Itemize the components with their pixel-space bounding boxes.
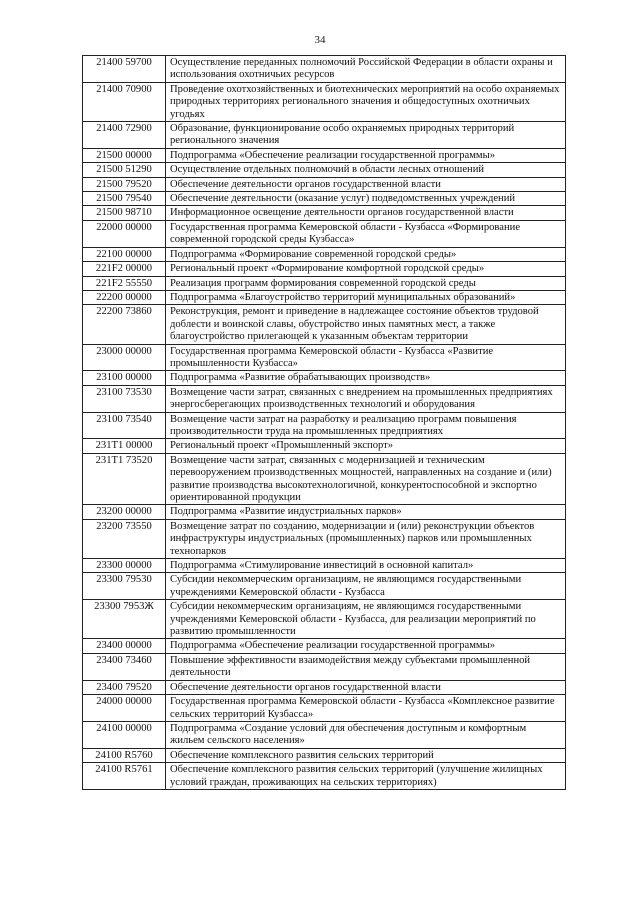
table-row <box>83 192 566 206</box>
target-article-description: Повышение эффективности взаимодействия между субъектами промышленной деятельности <box>166 653 566 680</box>
target-article-description: Региональный проект «Формирование комфортной городской среды» <box>166 262 566 276</box>
target-article-description: Возмещение части затрат, связанных с внедрением на промышленных предприятиях энергосберегающих производственных технологий и оборудования <box>166 385 566 412</box>
target-article-description: Подпрограмма «Стимулирование инвестиций в основной капитал» <box>166 559 566 573</box>
target-article-code: 21500 00000 <box>83 148 166 162</box>
table-row <box>83 122 566 149</box>
target-article-description: Образование, функционирование особо охраняемых природных территорий регионального значения <box>166 122 566 149</box>
table-row <box>83 148 566 162</box>
target-article-code: 23400 00000 <box>83 639 166 653</box>
target-article-code: 22200 73860 <box>83 305 166 344</box>
target-article-code: 23000 00000 <box>83 344 166 371</box>
target-article-description: Подпрограмма «Развитие индустриальных парков» <box>166 505 566 519</box>
target-article-description: Подпрограмма «Благоустройство территорий муниципальных образований» <box>166 290 566 304</box>
page-number: 34 <box>314 34 326 46</box>
table-row <box>83 305 566 344</box>
table-row <box>83 163 566 177</box>
target-article-code: 24100 00000 <box>83 721 166 748</box>
target-article-description: Возмещение затрат по созданию, модернизации и (или) реконструкции объектов инфраструктуры индустриальных (промышленных) парков или промышленных технопарков <box>166 519 566 558</box>
target-article-description: Осуществление переданных полномочий Российской Федерации в области охраны и использования охотничьих ресурсов <box>166 56 566 83</box>
table-row <box>83 600 566 639</box>
target-article-description: Государственная программа Кемеровской области - Кузбасса «Комплексное развитие сельских территорий Кузбасса» <box>166 695 566 722</box>
table-row <box>83 206 566 220</box>
budget-classification-table <box>82 55 566 790</box>
target-article-code: 231T1 00000 <box>83 439 166 453</box>
target-article-description: Обеспечение комплексного развития сельских территорий <box>166 748 566 762</box>
target-article-description: Возмещение части затрат на разработку и реализацию программ повышения производительности труда на промышленных предприятиях <box>166 412 566 439</box>
table-row <box>83 82 566 121</box>
target-article-description: Проведение охотхозяйственных и биотехнических мероприятий на особо охраняемых природных территориях регионального значения и общедоступных охотничьих угодьях <box>166 82 566 121</box>
target-article-description: Возмещение части затрат, связанных с модернизацией и техническим перевооружением производственных мощностей, направленных на создание и (или) развитие производства высокотехнологичной, конкурентоспособной и экспортно ориентированной продукции <box>166 453 566 505</box>
table-row <box>83 247 566 261</box>
target-article-code: 22200 00000 <box>83 290 166 304</box>
target-article-code: 23300 00000 <box>83 559 166 573</box>
table-row <box>83 220 566 247</box>
table-row <box>83 653 566 680</box>
target-article-description: Подпрограмма «Обеспечение реализации государственной программы» <box>166 148 566 162</box>
table-row <box>83 748 566 762</box>
target-article-code: 23200 73550 <box>83 519 166 558</box>
table-row <box>83 721 566 748</box>
table-row <box>83 695 566 722</box>
table-row <box>83 573 566 600</box>
table-row <box>83 519 566 558</box>
target-article-code: 22000 00000 <box>83 220 166 247</box>
target-article-code: 24000 00000 <box>83 695 166 722</box>
table-row <box>83 385 566 412</box>
table-row <box>83 276 566 290</box>
target-article-description: Обеспечение деятельности органов государственной власти <box>166 177 566 191</box>
target-article-code: 24100 R5761 <box>83 763 166 790</box>
table-row <box>83 763 566 790</box>
target-article-code: 23100 73530 <box>83 385 166 412</box>
target-article-description: Обеспечение комплексного развития сельских территорий (улучшение жилищных условий граждан, проживающих на сельских территориях) <box>166 763 566 790</box>
target-article-code: 231T1 73520 <box>83 453 166 505</box>
table-body <box>83 56 566 790</box>
target-article-description: Информационное освещение деятельности органов государственной власти <box>166 206 566 220</box>
table-row <box>83 262 566 276</box>
target-article-description: Государственная программа Кемеровской области - Кузбасса «Формирование современной городской среды Кузбасса» <box>166 220 566 247</box>
table-row <box>83 505 566 519</box>
target-article-description: Подпрограмма «Развитие обрабатывающих производств» <box>166 371 566 385</box>
table-row <box>83 453 566 505</box>
table-row <box>83 56 566 83</box>
target-article-code: 23300 79530 <box>83 573 166 600</box>
target-article-description: Государственная программа Кемеровской области - Кузбасса «Развитие промышленности Кузбасса» <box>166 344 566 371</box>
target-article-description: Обеспечение деятельности (оказание услуг) подведомственных учреждений <box>166 192 566 206</box>
table-row <box>83 290 566 304</box>
target-article-code: 21400 70900 <box>83 82 166 121</box>
target-article-code: 23100 73540 <box>83 412 166 439</box>
table-row <box>83 439 566 453</box>
target-article-code: 23200 00000 <box>83 505 166 519</box>
target-article-code: 21400 59700 <box>83 56 166 83</box>
table-row <box>83 371 566 385</box>
target-article-code: 21500 98710 <box>83 206 166 220</box>
table-row <box>83 344 566 371</box>
target-article-code: 23400 79520 <box>83 680 166 694</box>
target-article-code: 23100 00000 <box>83 371 166 385</box>
target-article-description: Подпрограмма «Создание условий для обеспечения доступным и комфортным жильем сельского населения» <box>166 721 566 748</box>
target-article-code: 21500 51290 <box>83 163 166 177</box>
target-article-code: 24100 R5760 <box>83 748 166 762</box>
table-row <box>83 639 566 653</box>
target-article-code: 221F2 00000 <box>83 262 166 276</box>
target-article-code: 21400 72900 <box>83 122 166 149</box>
target-article-code: 23400 73460 <box>83 653 166 680</box>
target-article-description: Субсидии некоммерческим организациям, не являющимся государственными учреждениями Кемеровской области - Кузбасса, для реализации мероприятий по развитию промышленности <box>166 600 566 639</box>
target-article-description: Реконструкция, ремонт и приведение в надлежащее состояние объектов трудовой доблести и воинской славы, обустройство иных памятных мест, а также благоустройство прилегающей к указанным объектам территории <box>166 305 566 344</box>
target-article-code: 21500 79540 <box>83 192 166 206</box>
table-row <box>83 559 566 573</box>
target-article-description: Подпрограмма «Формирование современной городской среды» <box>166 247 566 261</box>
target-article-code: 21500 79520 <box>83 177 166 191</box>
target-article-code: 23300 7953Ж <box>83 600 166 639</box>
target-article-description: Подпрограмма «Обеспечение реализации государственной программы» <box>166 639 566 653</box>
target-article-description: Региональный проект «Промышленный экспорт» <box>166 439 566 453</box>
target-article-description: Обеспечение деятельности органов государственной власти <box>166 680 566 694</box>
table-row <box>83 680 566 694</box>
table-row <box>83 412 566 439</box>
table-row <box>83 177 566 191</box>
target-article-code: 221F2 55550 <box>83 276 166 290</box>
target-article-code: 22100 00000 <box>83 247 166 261</box>
target-article-description: Реализация программ формирования современной городской среды <box>166 276 566 290</box>
target-article-description: Субсидии некоммерческим организациям, не являющимся государственными учреждениями Кемеровской области - Кузбасса <box>166 573 566 600</box>
target-article-description: Осуществление отдельных полномочий в области лесных отношений <box>166 163 566 177</box>
